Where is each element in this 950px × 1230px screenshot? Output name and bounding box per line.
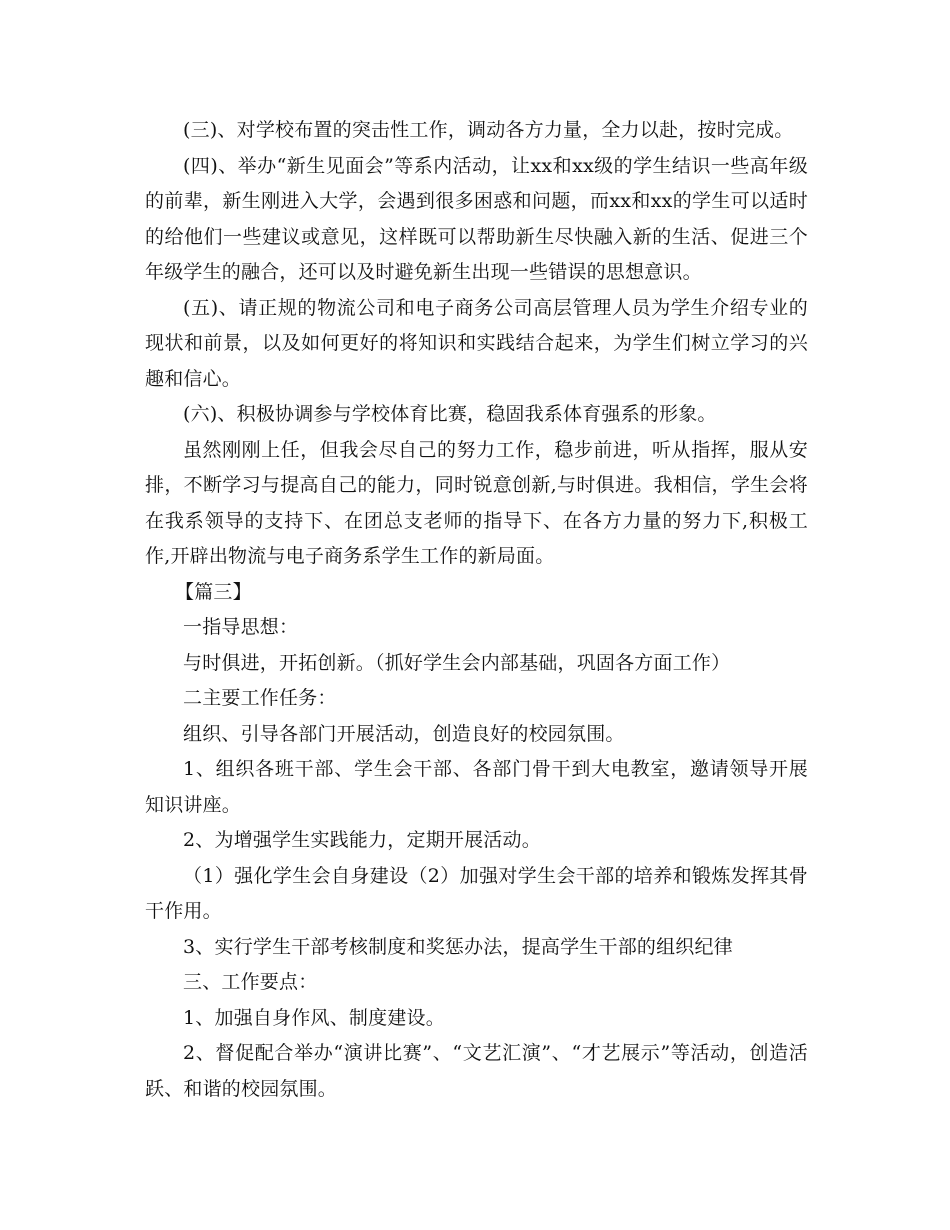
paragraph-item-5: (五)、请正规的物流公司和电子商务公司高层管理人员为学生介绍专业的现状和前景，以及如何更好的将知识和实践结合起来，为学生们树立学习的兴趣和信心。 [145,296,808,390]
subheading-work-points: 三、工作要点： [183,971,318,993]
subheading-guiding-ideology: 一指导思想： [183,616,299,638]
task-item-2-details: （1）强化学生会自身建设（2）加强对学生会干部的培养和锻炼发挥其骨干作用。 [145,864,808,922]
subheading-main-tasks: 二主要工作任务： [183,687,337,709]
section-heading-part-three: 【篇三】 [175,580,252,603]
paragraph-item-4: (四)、举办“新生见面会”等系内活动，让xx和xx级的学生结识一些高年级的前辈，新生刚进入大学，会遇到很多困惑和问题，而xx和xx的学生可以适时的给他们一些建议或意见，这样既可以帮助新生尽快融入新的生活、促进三个年级学生的融合，还可以及时避免新生出现一些错误的思想意识。 [145,154,808,283]
paragraph-conclusion: 虽然刚刚上任，但我会尽自己的努力工作，稳步前进，听从指挥，服从安排，不断学习与提高自己的能力，同时锐意创新,与时俱进。我相信，学生会将在我系领导的支持下、在团总支老师的指导下、在各方力量的努力下,积极工作,开辟出物流与电子商务系学生工作的新局面。 [145,438,808,567]
work-point-2: 2、督促配合举办“演讲比赛”、“文艺汇演”、“才艺展示”等活动，创造活跃、和谐的校园氛围。 [145,1042,808,1100]
paragraph-main-tasks-intro: 组织、引导各部门开展活动，创造良好的校园氛围。 [183,722,625,745]
work-point-1: 1、加强自身作风、制度建设。 [183,1006,445,1029]
paragraph-item-6: (六)、积极协调参与学校体育比赛，稳固我系体育强系的形象。 [183,403,717,425]
paragraph-item-3: (三)、对学校布置的突击性工作，调动各方力量，全力以赴，按时完成。 [183,119,794,141]
paragraph-guiding-ideology: 与时俱进，开拓创新。（抓好学生会内部基础，巩固各方面工作） [183,651,731,674]
task-item-1: 1、组织各班干部、学生会干部、各部门骨干到大电教室，邀请领导开展知识讲座。 [145,758,808,816]
document-body [145,113,808,1107]
task-item-2: 2、为增强学生实践能力，定期开展活动。 [183,829,541,851]
task-item-3: 3、实行学生干部考核制度和奖惩办法，提高学生干部的组织纪律 [183,935,733,958]
